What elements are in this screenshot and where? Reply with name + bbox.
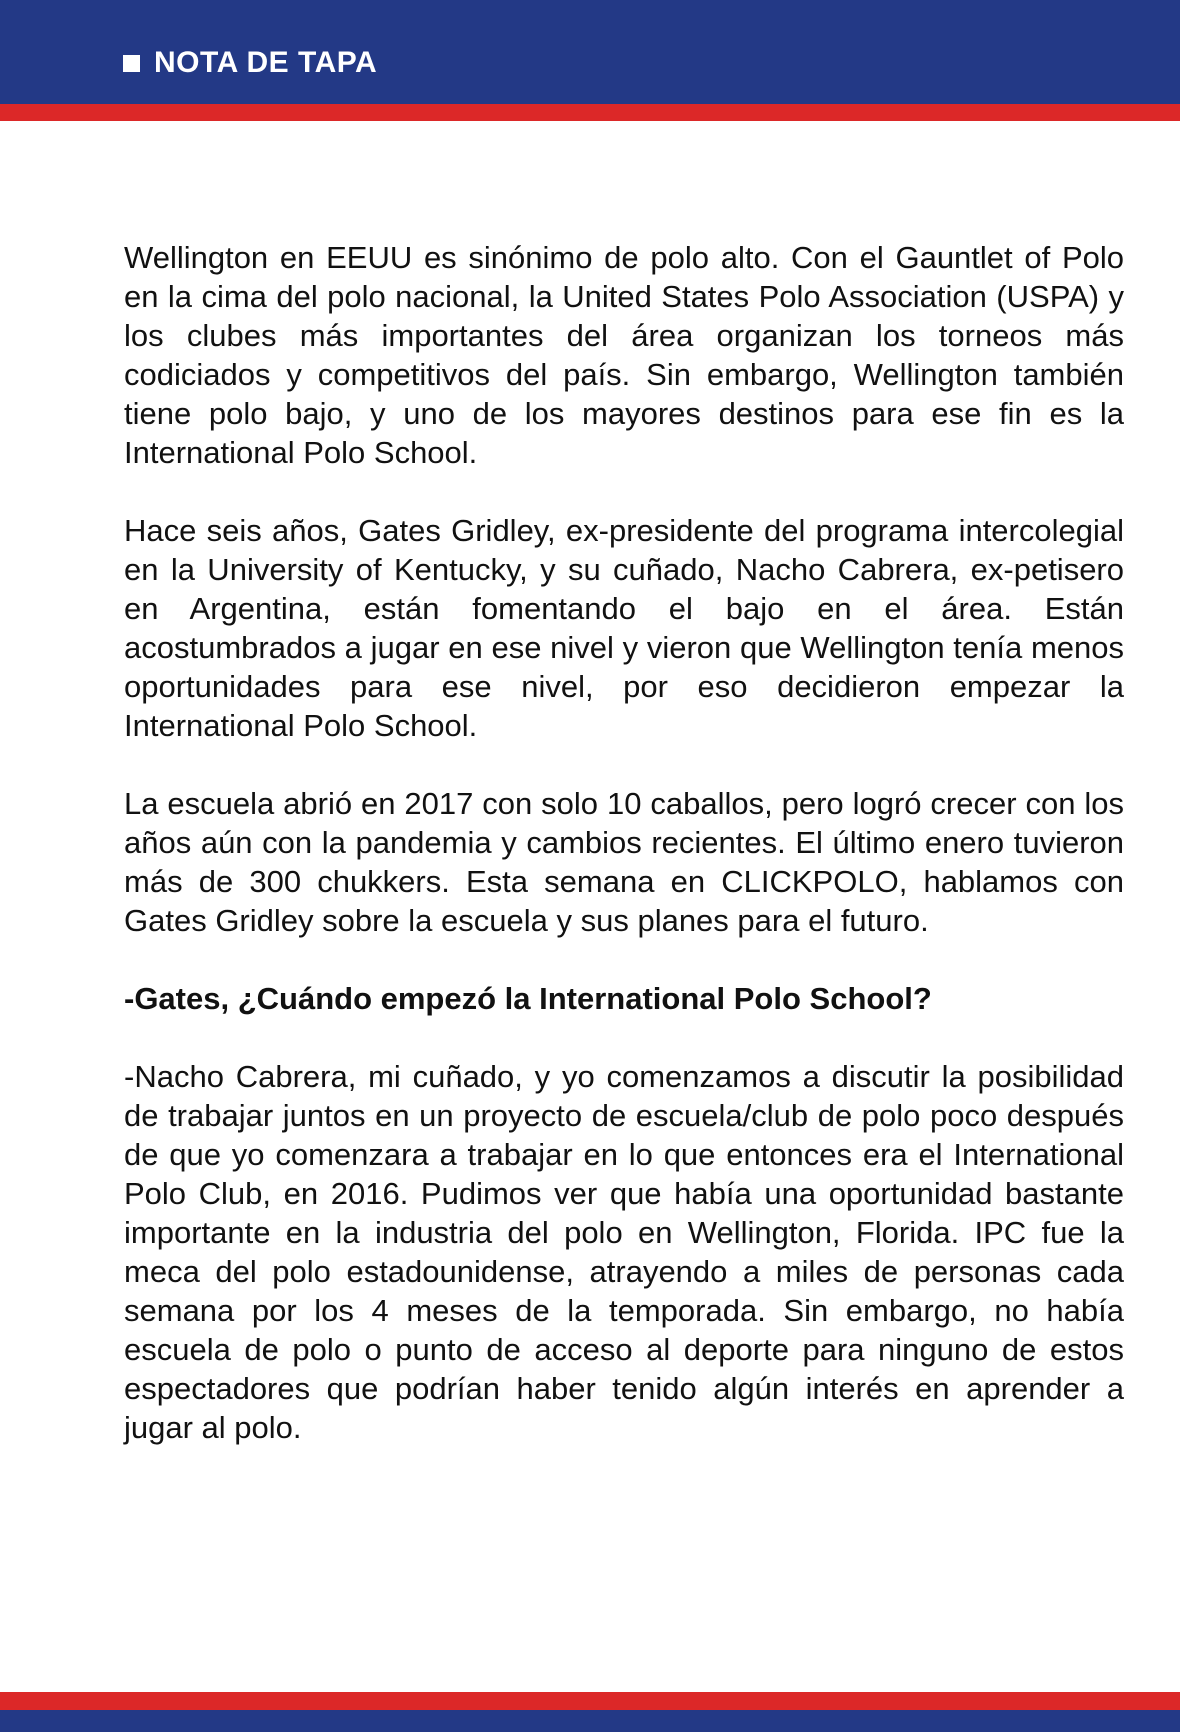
section-label-text: NOTA DE TAPA [154, 46, 378, 79]
square-bullet-icon [123, 55, 140, 72]
paragraph-intro: Wellington en EEUU es sinónimo de polo alto. Con el Gauntlet of Polo en la cima del polo nacional, la United States Polo Association (USPA) y los clubes más importantes del área organizan los torneos más codiciados y competitivos del país. Sin embargo, Wellington también tiene polo bajo, y uno de los mayores destinos para ese fin es la International Polo School. [124, 240, 1124, 470]
footer-band [0, 1710, 1180, 1732]
footer-stripe [0, 1692, 1180, 1710]
paragraph-growth: La escuela abrió en 2017 con solo 10 caballos, pero logró crecer con los años aún con la pandemia y cambios recientes. El último enero tuvieron más de 300 chukkers. Esta semana en CLICKPOLO, hablamos con Gates Gridley sobre la escuela y sus planes para el futuro. [124, 786, 1124, 938]
interview-answer: -Nacho Cabrera, mi cuñado, y yo comenzamos a discutir la posibilidad de trabajar juntos en un proyecto de escuela/club de polo poco después de que yo comenzara a trabajar en lo que entonces era el International Polo Club, en 2016. Pudimos ver que había una oportunidad bastante importante en la industria del polo en Wellington, Florida. IPC fue la meca del polo estadounidense, atrayendo a miles de personas cada semana por los 4 meses de la temporada. Sin embargo, no había escuela de polo o punto de acceso al deporte para ninguno de estos espectadores que podrían haber tenido algún interés en aprender a jugar al polo. [124, 1059, 1124, 1445]
header-stripe [0, 104, 1180, 121]
section-label [123, 48, 377, 78]
article-body [124, 238, 1124, 1486]
interview-question: -Gates, ¿Cuándo empezó la International Polo School? [124, 981, 932, 1016]
paragraph-founders: Hace seis años, Gates Gridley, ex-presidente del programa intercolegial en la University of Kentucky, y su cuñado, Nacho Cabrera, ex-petisero en Argentina, están fomentando el bajo en el área. Están acostumbrados a jugar en ese nivel y vieron que Wellington tenía menos oportunidades para ese nivel, por eso decidieron empezar la International Polo School. [124, 513, 1124, 743]
